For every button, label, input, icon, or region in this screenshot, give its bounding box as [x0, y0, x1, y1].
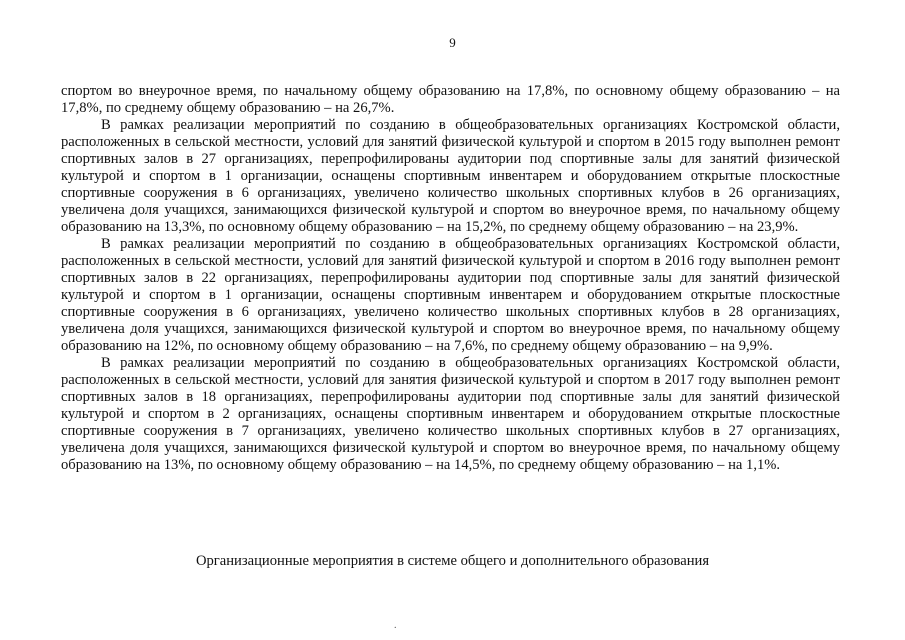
document-body — [61, 83, 840, 474]
paragraph-2017: В рамках реализации мероприятий по созданию в общеобразовательных организациях Костромской области, расположенных в сельской местности, условий для занятия физической культурой и спортом в 2017 году выполнен ремонт спортивных залов в 18 организациях, перепрофилированы аудитории под спортивные залы для занятий физической культурой и спортом в 2 организациях, оснащены спортивным инвентарем и оборудованием открытые плоскостные спортивные сооружения в 7 организациях, увеличено количество школьных спортивных клубов в 27 организациях, увеличена доля учащихся, занимающихся физической культурой и спортом во внеурочное время, по начальному общему образованию на 13%, по основному общему образованию – на 14,5%, по среднему общему образованию – на 1,1%. — [61, 355, 840, 473]
paragraph-continuation: спортом во внеурочное время, по начальному общему образованию на 17,8%, по основному общему образованию – на 17,8%, по среднему общему образованию – на 26,7%. — [61, 83, 840, 116]
paragraph-2015: В рамках реализации мероприятий по созданию в общеобразовательных организациях Костромской области, расположенных в сельской местности, условий для занятий физической культурой и спортом в 2015 году выполнен ремонт спортивных залов в 27 организациях, перепрофилированы аудитории под спортивные залы для занятий физической культурой и спортом в 1 организации, оснащены спортивным инвентарем и оборудованием открытые плоскостные спортивные сооружения в 6 организациях, увеличено количество школьных спортивных клубов в 26 организациях, увеличена доля учащихся, занимающихся физической культурой и спортом во внеурочное время, по начальному общему образованию на 13,3%, по основному общему образованию – на 15,2%, по среднему общему образованию – на 23,9%. — [61, 117, 840, 235]
page-number: 9 — [449, 35, 456, 50]
footer-mark: . — [394, 620, 397, 631]
paragraph-2016: В рамках реализации мероприятий по созданию в общеобразовательных организациях Костромской области, расположенных в сельской местности, условий для занятий физической культурой и спортом в 2016 году выполнен ремонт спортивных залов в 22 организациях, перепрофилированы аудитории под спортивные залы для занятий физической культурой и спортом в 1 организации, оснащены спортивным инвентарем и оборудованием открытые плоскостные спортивные сооружения в 6 организациях, увеличено количество школьных спортивных клубов в 28 организациях, увеличена доля учащихся, занимающихся физической культурой и спортом во внеурочное время, по начальному общему образованию на 12%, по основному общему образованию – на 7,6%, по среднему общему образованию – на 9,9%. — [61, 236, 840, 354]
section-heading: Организационные мероприятия в системе общего и дополнительного образования — [195, 553, 710, 569]
